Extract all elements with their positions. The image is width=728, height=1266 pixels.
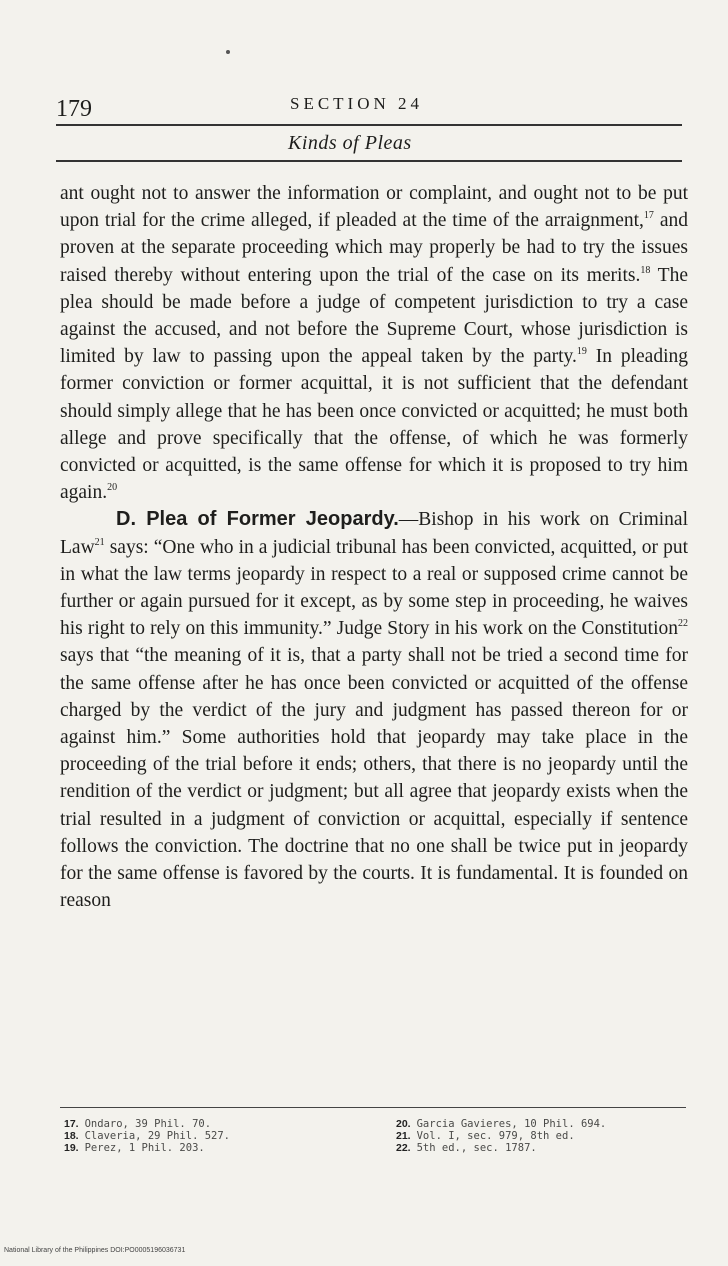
footnote bbox=[64, 1118, 230, 1130]
text-run: and proven at the separate proceeding which may properly be had to try the issues raised thereby without entering upon the trial of the case on its merits. bbox=[60, 210, 688, 286]
footnote-text: Ondaro, 39 Phil. 70. bbox=[84, 1118, 212, 1130]
header-rule bbox=[56, 124, 682, 126]
footnote-number: 20. bbox=[396, 1118, 411, 1130]
title-rule bbox=[56, 160, 682, 162]
body-text bbox=[60, 180, 688, 914]
footnote-number: 18. bbox=[64, 1130, 79, 1142]
text-run: The plea should be made before a judge of competent jurisdiction to try a case against the accused, and not before the Supreme Court, whose jurisdiction is limited by law to passing upon the appeal taken by the party. bbox=[60, 264, 688, 368]
paragraph-1 bbox=[60, 180, 688, 506]
footnote bbox=[64, 1130, 230, 1142]
footnote-ref-20[interactable]: 20 bbox=[107, 482, 118, 494]
footnote-text: Vol. I, sec. 979, 8th ed. bbox=[416, 1130, 575, 1142]
footnote-number: 22. bbox=[396, 1142, 411, 1154]
footnote-text: 5th ed., sec. 1787. bbox=[416, 1142, 537, 1154]
footnote-ref-22[interactable]: 22 bbox=[678, 618, 688, 630]
footnote bbox=[396, 1142, 606, 1154]
page-number: 179 bbox=[56, 96, 92, 122]
footnote-text: Perez, 1 Phil. 203. bbox=[84, 1142, 205, 1154]
footnote-text: Garcia Gavieres, 10 Phil. 694. bbox=[416, 1118, 607, 1130]
text-run: ant ought not to answer the information or complaint, and ought not to be put upon trial for the crime alleged, if pleaded at the time of the arraignment, bbox=[60, 183, 688, 232]
footnote-ref-17[interactable]: 17 bbox=[643, 210, 654, 222]
footnotes-right bbox=[396, 1118, 606, 1154]
footnote bbox=[396, 1118, 606, 1130]
section-heading: SECTION 24 bbox=[290, 94, 424, 113]
footnote-rule bbox=[60, 1107, 686, 1108]
text-run: —Bishop in his work on Criminal Law bbox=[60, 509, 688, 558]
footnote-ref-18[interactable]: 18 bbox=[640, 264, 651, 276]
text-run: says that “the meaning of it is, that a party shall not be tried a second time for the same offense after he has once been convicted or acquitted of the offense charged by the verdict of the jury and judgment has passed thereon for or against him.” Some authorities hold that jeopardy may take place in the proceeding of the trial before it ends; others, that there is no jeopardy until the rendition of the verdict or judgment; but all agree that jeopardy exists when the trial resulted in a judgment of conviction or acquittal, especially if sentence follows the conviction. The doctrine that no one shall be twice put in jeopardy for the same offense is favored by the courts. It is fundamental. It is founded on reason bbox=[60, 645, 688, 912]
running-title: Kinds of Pleas bbox=[288, 132, 412, 154]
footnote bbox=[396, 1130, 606, 1142]
library-stamp-text: National Library of the Philippines DOI:PO0005196036731 bbox=[4, 1247, 186, 1254]
footnote-ref-19[interactable]: 19 bbox=[576, 346, 587, 358]
footnote bbox=[64, 1142, 230, 1154]
footnote-ref-21[interactable]: 21 bbox=[94, 536, 105, 548]
footnote-number: 17. bbox=[64, 1118, 79, 1130]
footnote-number: 21. bbox=[396, 1130, 411, 1142]
footnotes-left bbox=[64, 1118, 230, 1154]
text-run: In pleading former conviction or former acquittal, it is not sufficient that the defendant should simply allege that he has been once convicted or acquitted; he must both allege and prove specifically that the offense, of which he was formerly convicted or acquitted, is the same offense for which it is proposed to try him again. bbox=[60, 346, 689, 504]
paragraph-2 bbox=[60, 506, 688, 914]
text-run: says: “One who in a judicial tribunal has been convicted, acquitted, or put in what the law terms jeopardy in respect to a real or supposed crime cannot be further or again pursued for it except, as by some step in proceeding, he waives his right to rely on this immunity.” Judge Story in his work on the Constitution bbox=[60, 536, 688, 640]
ink-speck bbox=[226, 50, 230, 54]
footnote-text: Claveria, 29 Phil. 527. bbox=[84, 1130, 231, 1142]
subsection-heading: D. Plea of Former Jeopardy. bbox=[116, 508, 399, 531]
footnote-number: 19. bbox=[64, 1142, 79, 1154]
